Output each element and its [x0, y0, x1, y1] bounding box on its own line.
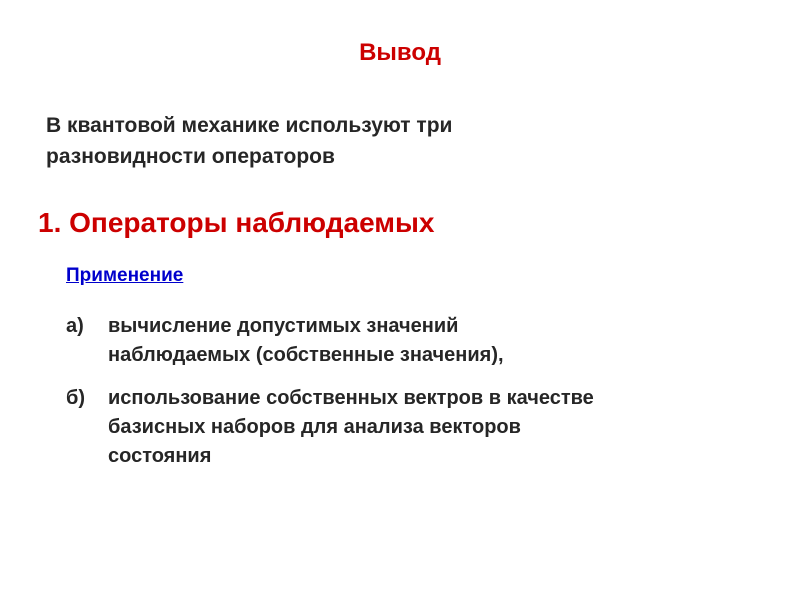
- intro-line: разновидности операторов: [46, 145, 335, 168]
- list-item-b: [66, 384, 594, 471]
- list-item-line: наблюдаемых (собственные значения),: [108, 344, 504, 366]
- list-item-line: базисных наборов для анализа векторов: [108, 416, 521, 438]
- intro-line: В квантовой механике используют три: [46, 114, 453, 137]
- list-item-line: состояния: [108, 445, 212, 467]
- section-heading: 1. Операторы наблюдаемых: [38, 207, 435, 238]
- list-item-a: [66, 312, 504, 370]
- list-item-line: вычисление допустимых значений: [108, 315, 459, 337]
- slide-title: Вывод: [359, 39, 441, 66]
- list-marker-b: б): [66, 387, 86, 409]
- list-marker-a: а): [66, 315, 84, 337]
- intro-text: [46, 110, 746, 172]
- application-link[interactable]: Применение: [66, 265, 184, 286]
- list-item-line: использование собственных вектров в качестве: [108, 387, 594, 409]
